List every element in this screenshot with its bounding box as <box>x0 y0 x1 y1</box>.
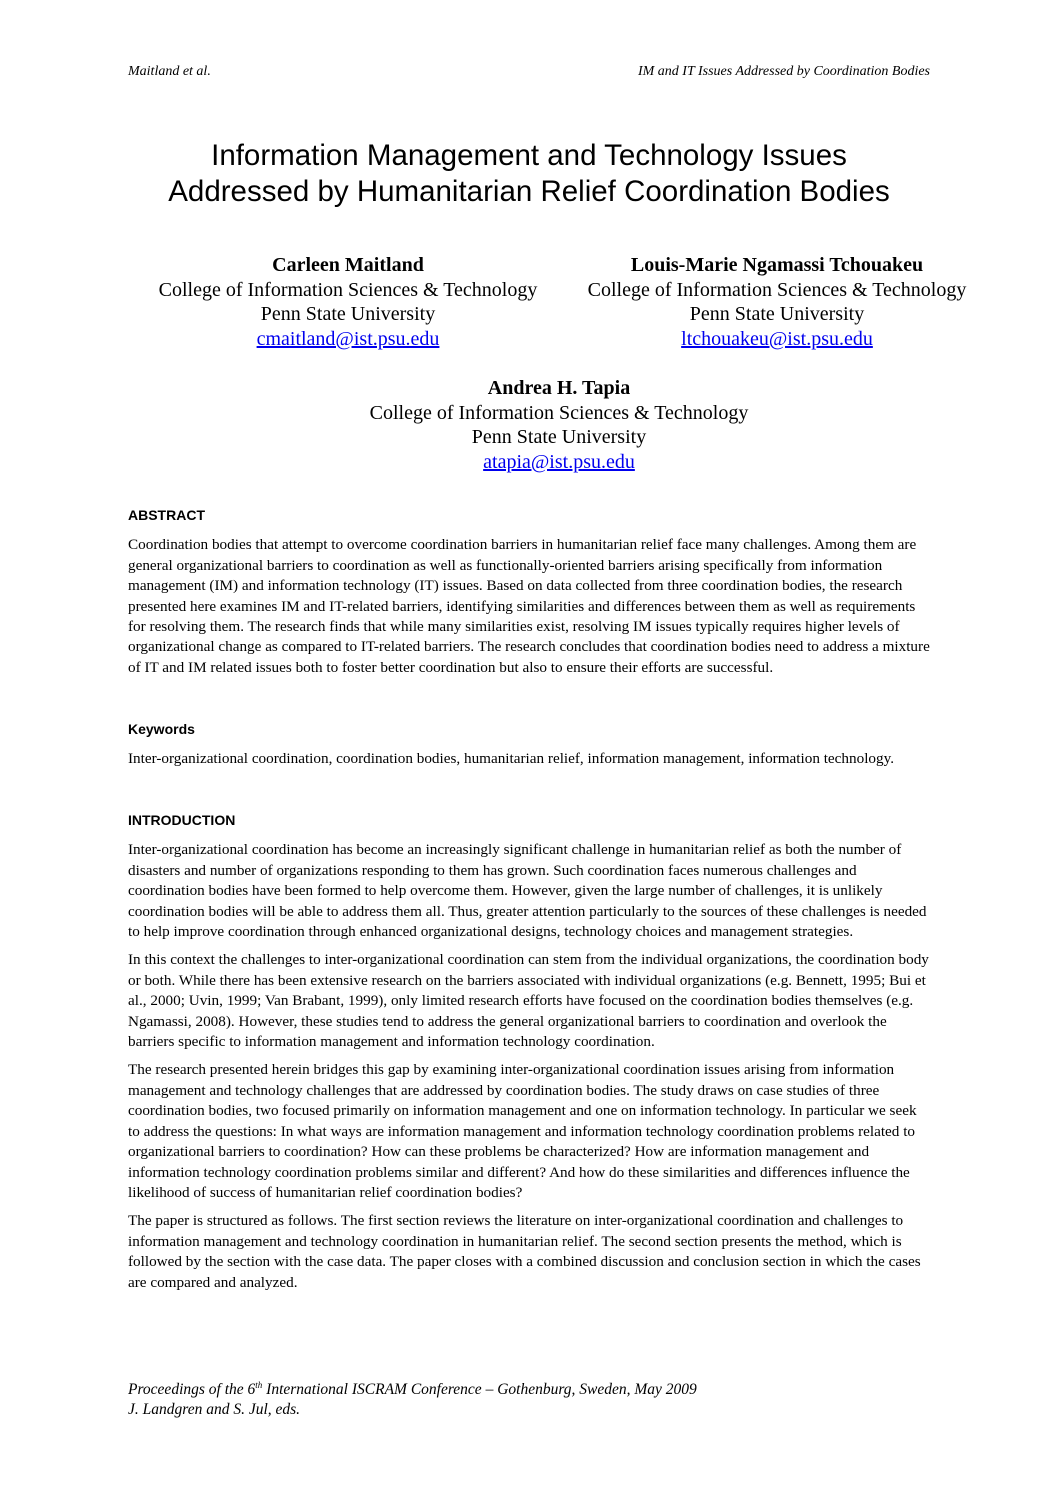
author-email-link[interactable]: ltchouakeu@ist.psu.edu <box>681 327 873 350</box>
introduction-section <box>128 810 931 1301</box>
footer-ordinal-suffix: th <box>255 1380 263 1390</box>
author-affiliation: College of Information Sciences & Technology <box>369 401 749 424</box>
keywords-text: Inter-organizational coordination, coordination bodies, humanitarian relief, information management, information technology. <box>128 750 895 768</box>
running-header <box>128 64 930 84</box>
footer-conference-name: International ISCRAM Conference – Gothenburg, Sweden, May 2009 <box>262 1381 697 1399</box>
author-university: Penn State University <box>689 303 865 325</box>
author-university: Penn State University <box>471 426 647 448</box>
abstract-heading: ABSTRACT <box>128 507 205 523</box>
introduction-paragraph-4: The paper is structured as follows. The first section reviews the literature on inter-organizational coordination and challenges to information management and technology coordination in humanitarian relief. The second section presents the method, which is followed by the section with the case data. The paper closes with a combined discussion and conclusion section in which the cases are compared and analyzed. <box>128 1212 921 1291</box>
introduction-paragraph-1: Inter-organizational coordination has become an increasingly significant challenge in humanitarian relief as both the number of disasters and number of organizations responding to them has grown. Such coordination faces numerous challenges and coordination bodies have been formed to help overcome them. However, given the large number of challenges, it is unlikely coordination bodies will be able to address them all. Thus, greater attention particularly to the sources of these challenges is needed to help improve coordination through enhanced organizational designs, technology choices and management strategies. <box>128 841 927 941</box>
abstract-text: Coordination bodies that attempt to overcome coordination barriers in humanitarian relief face many challenges. Among them are general organizational barriers to coordination as well as functionally-oriented barriers arising specifically from information management (IM) and information technology (IT) issues. Based on data collected from three coordination bodies, the research presented here examines IM and IT-related barriers, identifying similarities and differences between them as well as requirements for resolving them. The research finds that while many similarities exist, resolving IM issues typically requires higher levels of organizational change as compared to IT-related barriers. The research concludes that coordination bodies need to address a mixture of IT and IM related issues both to foster better coordination but also to ensure their efforts are successful. <box>128 536 930 676</box>
author-block-tchouakeu <box>560 253 994 351</box>
author-name: Andrea H. Tapia <box>487 377 631 399</box>
paper-title-line-1: Information Management and Technology Issues <box>211 139 847 172</box>
introduction-paragraph-2: In this context the challenges to inter-organizational coordination can stem from the individual organizations, the coordination body or both. While there has been extensive research on the barriers associated with individual organizations (e.g. Bennett, 1995; Bui et al., 2000; Uvin, 1999; Van Brabant, 1999), only limited research efforts have focused on the coordination bodies themselves (e.g. Ngamassi, 2008). However, these studies tend to address the general organizational barriers to coordination and overlook the barriers specific to information management and information technology coordination. <box>128 951 929 1051</box>
author-affiliation: College of Information Sciences & Technology <box>158 278 538 301</box>
footer-editors: J. Landgren and S. Jul, eds. <box>128 1401 301 1419</box>
author-name: Louis-Marie Ngamassi Tchouakeu <box>630 254 924 276</box>
footer-proceedings-prefix: Proceedings of the 6 <box>128 1381 256 1399</box>
running-header-title: IM and IT Issues Addressed by Coordination Bodies <box>637 64 930 79</box>
footer-line-1 <box>128 1375 931 1400</box>
author-name: Carleen Maitland <box>272 254 424 276</box>
introduction-heading: INTRODUCTION <box>128 812 236 828</box>
running-header-authors: Maitland et al. <box>128 64 211 79</box>
author-email-link[interactable]: cmaitland@ist.psu.edu <box>256 327 440 350</box>
abstract-section <box>128 505 931 686</box>
introduction-paragraph-3: The research presented herein bridges this gap by examining inter-organizational coordination issues arising from information management and technology challenges that are addressed by coordination bodies. The study draws on case studies of three coordination bodies, two focused primarily on information management and one on information technology. In particular we seek to address the questions: In what ways are information management and information technology coordination problems related to organizational barriers to coordination? How can these problems be characterized? How are information management and information technology coordination problems similar and different? And how do these similarities and differences influence the likelihood of success of humanitarian relief coordination bodies? <box>128 1061 917 1201</box>
proceedings-footer <box>128 1375 931 1420</box>
author-affiliation: College of Information Sciences & Technology <box>587 278 967 301</box>
paper-title <box>80 138 978 210</box>
keywords-section <box>128 719 931 778</box>
author-university: Penn State University <box>260 303 436 325</box>
author-email-link[interactable]: atapia@ist.psu.edu <box>483 450 635 473</box>
paper-title-line-2: Addressed by Humanitarian Relief Coordination Bodies <box>168 175 890 208</box>
author-block-maitland <box>128 253 568 351</box>
keywords-heading: Keywords <box>128 721 195 737</box>
author-block-tapia <box>300 376 818 474</box>
